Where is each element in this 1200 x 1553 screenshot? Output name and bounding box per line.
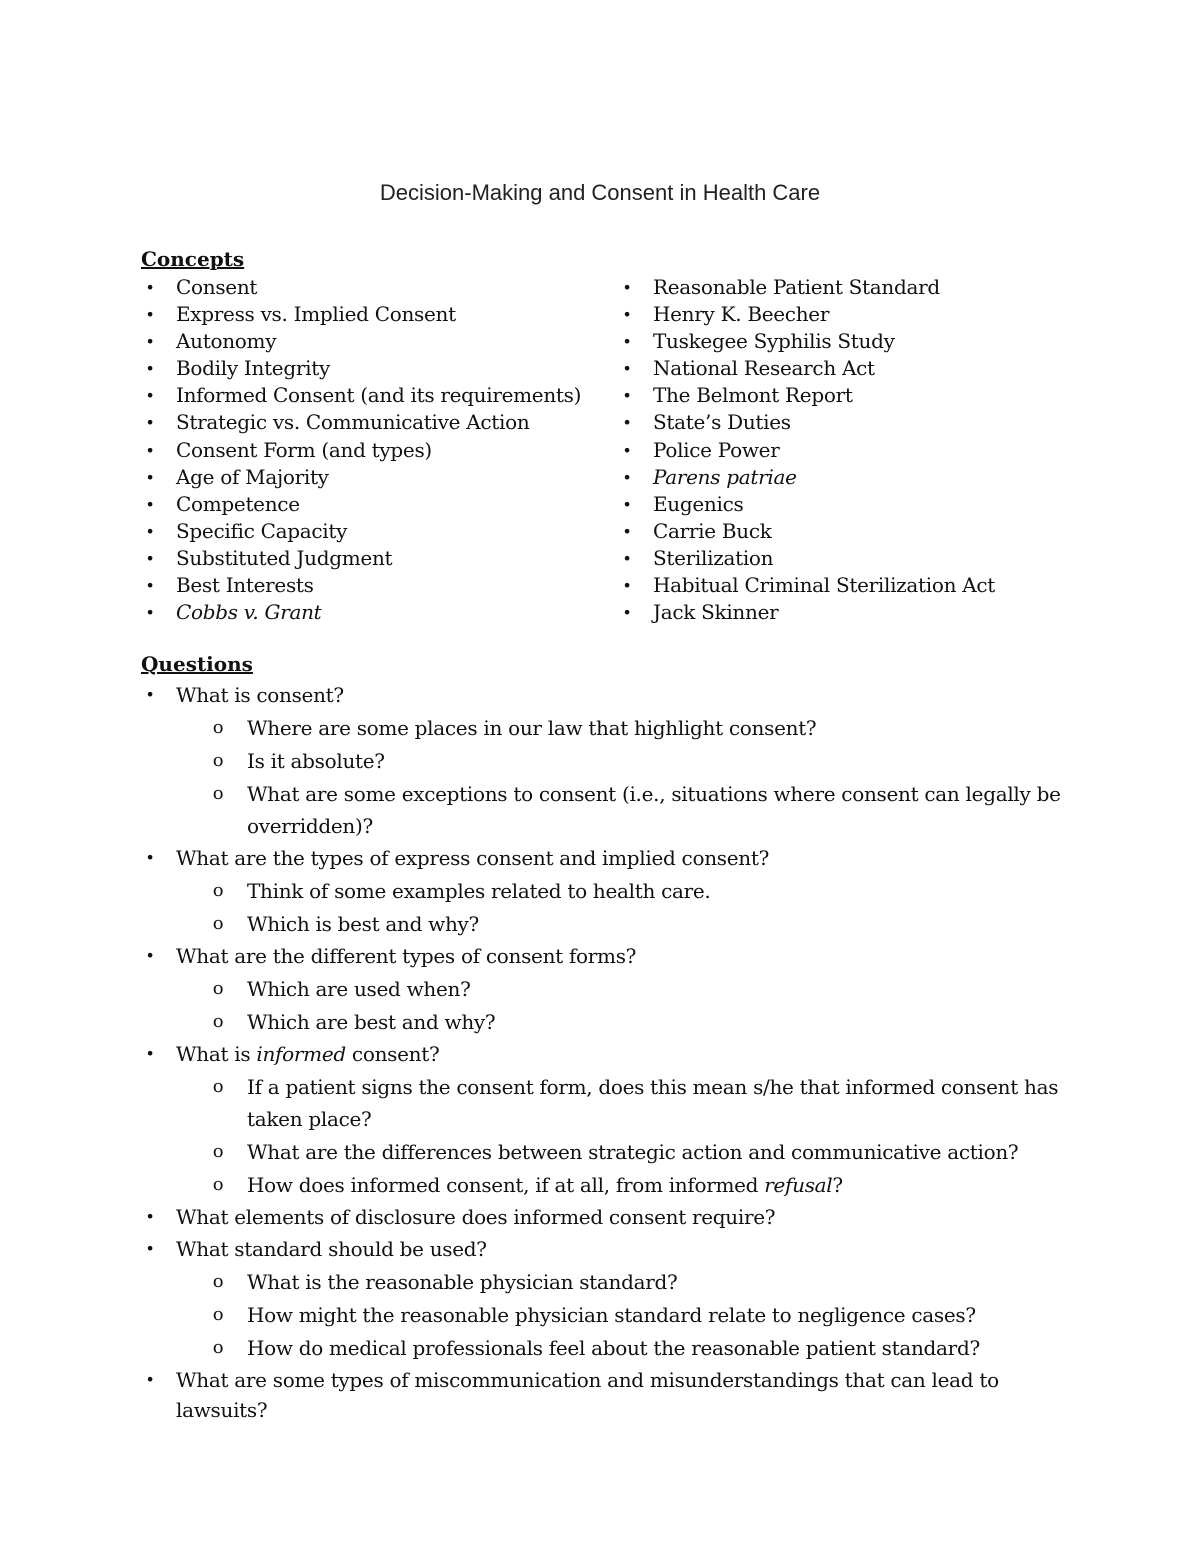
questions-heading: Questions	[141, 652, 253, 676]
question-item: • What are some types of miscommunication and misunderstandings that can lead to lawsuits?	[176, 1365, 1076, 1425]
circle-bullet-icon: o	[212, 783, 224, 804]
sub-question-item: o Think of some examples related to health care.	[247, 875, 1076, 907]
list-item: • National Research Act	[653, 355, 995, 382]
sub-question-item: o Which are best and why?	[247, 1006, 1076, 1038]
list-item: • Express vs. Implied Consent	[176, 301, 581, 328]
question-item: • What standard should be used?	[176, 1234, 1076, 1264]
list-item: • Cobbs v. Grant	[176, 599, 581, 626]
bullet-icon: •	[622, 278, 632, 297]
list-item: • Henry K. Beecher	[653, 301, 995, 328]
list-item: • Competence	[176, 491, 581, 518]
circle-bullet-icon: o	[212, 1271, 224, 1292]
list-item: • Sterilization	[653, 545, 995, 572]
circle-bullet-icon: o	[212, 978, 224, 999]
questions-list	[145, 680, 1076, 1427]
list-item: • State’s Duties	[653, 409, 995, 436]
sub-question-item: o How might the reasonable physician standard relate to negligence cases?	[247, 1299, 1076, 1331]
list-item: • Bodily Integrity	[176, 355, 581, 382]
list-item: • Substituted Judgment	[176, 545, 581, 572]
circle-bullet-icon: o	[212, 1076, 224, 1097]
bullet-icon: •	[145, 440, 155, 460]
bullet-icon: •	[622, 494, 632, 514]
circle-bullet-icon: o	[212, 717, 224, 738]
bullet-icon: •	[145, 278, 155, 297]
bullet-icon: •	[622, 305, 632, 325]
bullet-icon: •	[622, 359, 632, 379]
bullet-icon: •	[145, 603, 155, 623]
list-item: • Habitual Criminal Sterilization Act	[653, 572, 995, 599]
bullet-icon: •	[145, 576, 155, 596]
bullet-icon: •	[622, 576, 632, 596]
bullet-icon: •	[145, 332, 155, 352]
bullet-icon: •	[622, 467, 632, 487]
bullet-icon: •	[622, 440, 632, 460]
sub-question-item: o Which is best and why?	[247, 908, 1076, 940]
list-item: • Reasonable Patient Standard	[653, 274, 995, 301]
bullet-icon: •	[145, 386, 155, 406]
list-item: • Tuskegee Syphilis Study	[653, 328, 995, 355]
bullet-icon: •	[145, 548, 155, 568]
circle-bullet-icon: o	[212, 1011, 224, 1032]
sub-question-item: o What is the reasonable physician standard?	[247, 1266, 1076, 1298]
bullet-icon: •	[622, 603, 632, 623]
bullet-icon: •	[145, 848, 155, 867]
circle-bullet-icon: o	[212, 1141, 224, 1162]
question-item: • What is consent?	[176, 680, 1076, 710]
list-item: • Consent Form (and types)	[176, 437, 581, 464]
sub-question-item: o Is it absolute?	[247, 745, 1076, 777]
list-item: • Consent	[176, 274, 581, 301]
bullet-icon: •	[145, 1239, 155, 1258]
list-item: • Specific Capacity	[176, 518, 581, 545]
question-item: • What is informed consent?	[176, 1039, 1076, 1069]
bullet-icon: •	[145, 359, 155, 379]
list-item: • Eugenics	[653, 491, 995, 518]
bullet-icon: •	[622, 521, 632, 541]
page-title: Decision-Making and Consent in Health Care	[379, 180, 821, 205]
circle-bullet-icon: o	[212, 880, 224, 901]
list-item: • Best Interests	[176, 572, 581, 599]
list-item: • Autonomy	[176, 328, 581, 355]
bullet-icon: •	[145, 685, 155, 704]
circle-bullet-icon: o	[212, 750, 224, 771]
question-item: • What are the different types of consent forms?	[176, 941, 1076, 971]
bullet-icon: •	[145, 305, 155, 325]
sub-question-item: o Where are some places in our law that highlight consent?	[247, 712, 1076, 744]
bullet-icon: •	[145, 413, 155, 433]
bullet-icon: •	[622, 413, 632, 433]
list-item: • Carrie Buck	[653, 518, 995, 545]
bullet-icon: •	[622, 332, 632, 352]
sub-question-item: o How does informed consent, if at all, from informed refusal?	[247, 1169, 1076, 1201]
bullet-icon: •	[622, 548, 632, 568]
sub-question-item: o How do medical professionals feel about the reasonable patient standard?	[247, 1332, 1076, 1364]
list-item: • Police Power	[653, 437, 995, 464]
list-item: • Strategic vs. Communicative Action	[176, 409, 581, 436]
concepts-column-1	[145, 274, 582, 626]
question-item: • What are the types of express consent and implied consent?	[176, 843, 1076, 873]
list-item: • Informed Consent (and its requirements)	[176, 382, 581, 409]
sub-question-item: o Which are used when?	[247, 973, 1076, 1005]
circle-bullet-icon: o	[212, 1174, 224, 1195]
list-item: • Age of Majority	[176, 464, 581, 491]
question-item: • What elements of disclosure does informed consent require?	[176, 1202, 1076, 1232]
bullet-icon: •	[145, 1370, 155, 1389]
concepts-heading: Concepts	[141, 247, 245, 271]
sub-question-item: o If a patient signs the consent form, does this mean s/he that informed consent has taken place?	[247, 1071, 1076, 1135]
list-item: • The Belmont Report	[653, 382, 995, 409]
bullet-icon: •	[145, 1207, 155, 1226]
circle-bullet-icon: o	[212, 1337, 224, 1358]
bullet-icon: •	[622, 386, 632, 406]
sub-question-item: o What are some exceptions to consent (i.e., situations where consent can legally be overridden)?	[247, 778, 1076, 842]
bullet-icon: •	[145, 1044, 155, 1063]
bullet-icon: •	[145, 494, 155, 514]
concepts-column-2	[622, 274, 996, 626]
circle-bullet-icon: o	[212, 1304, 224, 1325]
list-item: • Jack Skinner	[653, 599, 995, 626]
bullet-icon: •	[145, 467, 155, 487]
bullet-icon: •	[145, 521, 155, 541]
sub-question-item: o What are the differences between strategic action and communicative action?	[247, 1136, 1076, 1168]
circle-bullet-icon: o	[212, 913, 224, 934]
list-item: • Parens patriae	[653, 464, 995, 491]
bullet-icon: •	[145, 946, 155, 965]
